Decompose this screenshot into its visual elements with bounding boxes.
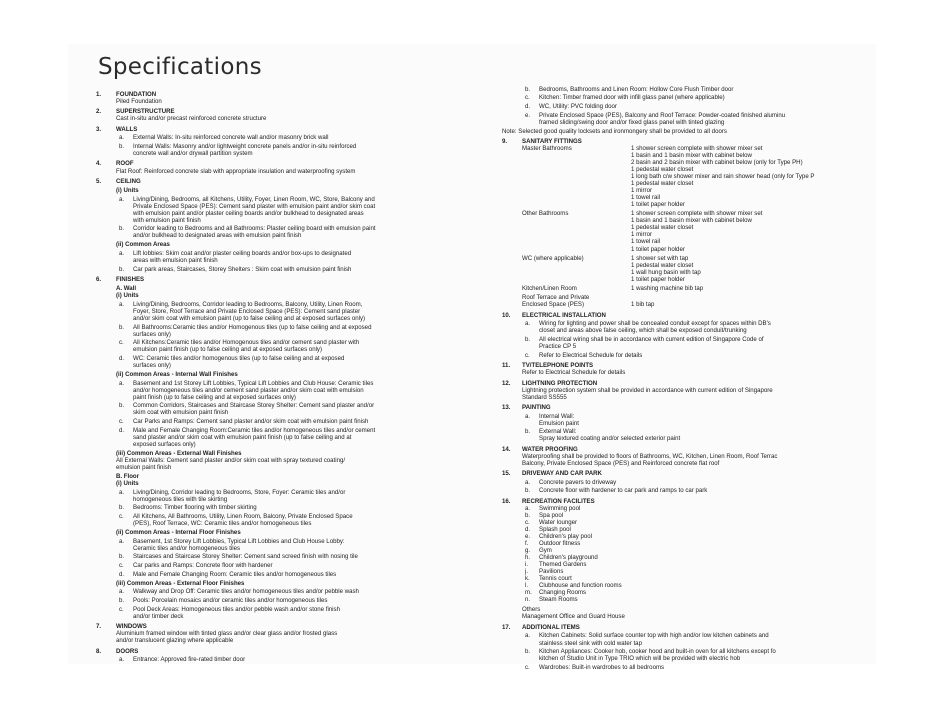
list-item: [522, 479, 874, 486]
spec-section: [502, 624, 874, 671]
item-letter: b.: [119, 402, 125, 410]
list-item: [522, 112, 874, 126]
section-number: 4.: [96, 160, 102, 168]
item-letter: d.: [119, 354, 125, 362]
list-item: [116, 513, 491, 527]
item-text: Private Enclosed Space (PES), Balcony and Roof Terrace: Powder-coated finished aluminu framed sliding/swing door and/or fixed glass panel with tinted glazing: [539, 111, 786, 126]
fitting-row: [522, 285, 874, 292]
item-letter: c.: [119, 339, 124, 347]
list-item: [116, 134, 491, 141]
left-column: [96, 91, 491, 663]
section-title: SUPERSTRUCTURE: [116, 108, 175, 116]
doors-continued: [502, 86, 874, 135]
facility-item: [522, 582, 874, 589]
list-item: [116, 571, 491, 578]
section-body: [116, 178, 491, 273]
section-body: [116, 623, 491, 644]
item-letter: a.: [525, 412, 531, 420]
facility-name: Gym: [539, 547, 552, 555]
section-number: 1.: [96, 91, 102, 98]
list-item: [116, 250, 491, 264]
section-body: [522, 498, 874, 621]
list-item: [116, 143, 491, 157]
subsection-heading: (ii) Common Areas: [116, 241, 170, 249]
facility-name: Pavilions: [539, 568, 564, 576]
item-text: All Bathrooms:Ceramic tiles and/or Homogenous tiles (up to false ceiling and at exposed surfaces only): [133, 323, 372, 338]
spec-section: [96, 276, 491, 620]
section-body: [116, 108, 491, 122]
item-text: All Kitchens, All Bathrooms, Utility, Linen Room, Balcony, Private Enclosed Space (PES), Roof Terrace, WC: Ceramic tiles and/or homogeneous tiles: [133, 513, 353, 528]
item-text: Male and Female Changing Room: Ceramic tiles and/or homogeneous tiles: [133, 570, 337, 578]
item-letter: a.: [119, 134, 125, 142]
section-number: 5.: [96, 177, 102, 185]
item-letter: b.: [119, 143, 125, 151]
item-text: Kitchen: Timber framed door with infill glass panel (where applicable): [539, 94, 725, 102]
list-item: [116, 427, 491, 448]
section-title: PAINTING: [522, 403, 551, 411]
facility-name: Water lounger: [539, 518, 578, 526]
section-body: [522, 362, 874, 376]
subsection-heading: (i) Units: [116, 186, 139, 194]
facility-item: [522, 512, 874, 519]
item-letter: a.: [119, 588, 125, 596]
subsection-heading: B. Floor (i) Units: [116, 473, 140, 488]
item-text: Corridor leading to Bedrooms and all Bathrooms: Plaster ceiling board with emulsion paint and/or bulkhead to designated areas with emulsion paint finish: [133, 225, 376, 240]
list-item: [522, 352, 874, 359]
item-letter: b.: [119, 553, 125, 561]
item-letter: b.: [119, 225, 125, 233]
spec-section: [502, 362, 874, 376]
facility-name: Changing Rooms: [539, 589, 587, 597]
section-body: [522, 380, 874, 401]
list-item: [116, 339, 491, 353]
section-title: DRIVEWAY AND CAR PARK: [522, 470, 602, 478]
item-letter: l.: [525, 582, 529, 590]
spec-section: [502, 404, 874, 442]
facility-item: [522, 540, 874, 547]
item-letter: a.: [525, 632, 531, 640]
list-item: [116, 562, 491, 569]
list-item: [116, 504, 491, 511]
item-letter: b.: [525, 336, 531, 344]
section-title: RECREATION FACILITES: [522, 497, 595, 505]
page-title: Specifications: [98, 54, 262, 80]
list-item: [116, 266, 491, 273]
item-text: Kitchen Cabinets: Solid surface counter top with high and/or low kitchen cabinets and stainless steel sink with cold water tap: [539, 632, 769, 647]
list-item: [522, 428, 874, 442]
others-label: Others: [522, 606, 541, 614]
list-item: [116, 402, 491, 416]
facility-name: Tennis court: [539, 575, 572, 583]
section-text: Lightning protection system shall be provided in accordance with current edition of Singapore Standard SS555: [522, 386, 773, 401]
item-letter: b.: [525, 85, 531, 93]
list-item: [522, 320, 874, 334]
list-item: [116, 606, 491, 620]
subsection-heading: A. Wall (i) Units: [116, 285, 139, 300]
item-letter: c.: [525, 518, 530, 526]
section-text: Cast in-situ and/or precast reinforced concrete structure: [116, 115, 267, 123]
item-letter: c.: [525, 351, 530, 359]
item-text: Living/Dining, Bedrooms, Corridor leading to Bedrooms, Balcony, Utility, Linen Room, Foyer, Store, Roof Terrace and Private Enclosed Space (PES): Cement sand plaster and/or skim coat with emulsion paint (up to false ceiling and at exposed surfaces only): [133, 300, 366, 322]
item-letter: d.: [525, 102, 531, 110]
spec-section: [96, 126, 491, 157]
item-letter: b.: [119, 323, 125, 331]
item-text: Bedrooms, Bathrooms and Linen Room: Hollow Core Flush Timber door: [539, 85, 734, 93]
section-number: 15.: [502, 470, 511, 478]
list-item: [116, 656, 491, 663]
facility-name: Outdoor fitness: [539, 540, 581, 548]
item-text: Living/Dining, Corridor leading to Bedrooms, Store, Foyer: Ceramic tiles and/or homogeneous tiles with tile skirting: [133, 488, 346, 503]
section-text: Piled Foundation: [116, 98, 162, 106]
item-letter: e.: [525, 111, 531, 119]
right-column: [502, 84, 874, 671]
item-letter: a.: [119, 300, 125, 308]
item-letter: d.: [525, 525, 531, 533]
section-body: [522, 470, 874, 494]
facility-name: Spa pool: [539, 511, 564, 519]
section-number: 17.: [502, 623, 511, 631]
list-item: [116, 553, 491, 560]
item-letter: a.: [119, 537, 125, 545]
item-text: Wardrobes: Built-in wardrobes to all bedrooms: [539, 663, 665, 671]
item-letter: a.: [525, 478, 531, 486]
item-text: Male and Female Changing Room:Ceramic tiles and/or homogeneous tiles and/or cement sand plaster and/or skim coat with emulsion paint finish (up to false ceiling and at exposed surfaces only): [133, 426, 376, 448]
list-item: [116, 225, 491, 239]
section-body: [116, 91, 491, 105]
facility-item: [522, 505, 874, 512]
others-value: Management Office and Guard House: [522, 613, 625, 621]
item-text: Staircases and Staircase Storey Shelter: Cement sand screed finish with nosing tile: [133, 553, 358, 561]
item-letter: a.: [119, 488, 125, 496]
item-text: Pool Deck Areas: Homogeneous tiles and/or pebble wash and/or stone finish and/or timber deck: [133, 605, 340, 620]
item-letter: k.: [525, 575, 530, 583]
section-body: [522, 446, 874, 467]
facility-item: [522, 575, 874, 582]
list-item: [116, 489, 491, 503]
section-title: CEILING: [116, 177, 141, 185]
item-text: All Kitchens:Ceramic tiles and/or Homogenous tiles and/or cement sand plaster with emulsion paint finish (up to false ceiling and at exposed surfaces only): [133, 339, 360, 354]
item-letter: b.: [525, 511, 531, 519]
section-title: TV/TELEPHONE POINTS: [522, 362, 594, 370]
list-item: [522, 487, 874, 494]
list-item: [116, 597, 491, 604]
section-title: ROOF: [116, 160, 134, 168]
list-item: [116, 418, 491, 425]
facility-item: [522, 526, 874, 533]
item-text: Kitchen Appliances: Cooker hob, cooker hood and built-in oven for all kitchens except fo kitchen of Studio Unit in Type TRIO which will be provided with electric hob: [539, 648, 776, 663]
section-title: ADDITIONAL ITEMS: [522, 623, 580, 631]
section-title: WINDOWS: [116, 623, 147, 631]
section-body: [522, 404, 874, 442]
section-body: [522, 312, 874, 359]
item-letter: c.: [119, 562, 124, 570]
facility-name: Themed Gardens: [539, 561, 587, 569]
item-letter: b.: [119, 504, 125, 512]
item-letter: b.: [525, 648, 531, 656]
fitting-room: Other Bathrooms: [522, 210, 569, 218]
item-letter: m.: [525, 589, 532, 597]
spec-section: [502, 138, 874, 309]
item-letter: i.: [525, 561, 529, 569]
item-text: Basement and 1st Storey Lift Lobbies, Typical Lift Lobbies and Club House: Ceramic tiles and/or homogeneous tiles and/or cement sand plaster and/or skim coat with emulsion paint finish (up to false ceiling and at exposed surfaces only): [133, 379, 374, 401]
fitting-row: [522, 294, 874, 308]
doors-note: Note: Selected good quality locksets and ironmongery shall be provided to all doors: [502, 128, 727, 135]
item-letter: h.: [525, 554, 531, 562]
item-text: WC: Ceramic tiles and/or homogenous tiles (up to false ceiling and at exposed surfaces only): [133, 354, 345, 369]
item-letter: b.: [525, 487, 531, 495]
section-text: Aluminium framed window with tinted glass and/or clear glass and/or frosted glass and/or translucent glazing where applicable: [116, 630, 338, 645]
section-title: DOORS: [116, 647, 139, 655]
facility-item: [522, 519, 874, 526]
spec-section: [502, 446, 874, 467]
section-number: 6.: [96, 276, 102, 284]
spec-section: [502, 312, 874, 359]
item-text: Living/Dining, Bedrooms, all Kitchens, Utility, Foyer, Linen Room, WC, Store, Balcony and Private Enclosed Space (PES): Cement sand plaster with emulsion paint and/or skim coat with emulsion paint and/or plaster ceiling boards and/or bulkhead to designated areas with emulsion paint finish: [133, 195, 376, 224]
list-item: [116, 355, 491, 369]
fitting-row: [522, 255, 874, 283]
list-item: [522, 86, 874, 93]
facility-name: Children's playground: [539, 554, 598, 562]
fitting-room: Roof Terrace and Private Enclosed Space (PES): [522, 294, 590, 309]
item-text: Concrete pavers to driveway: [539, 478, 617, 486]
item-letter: b.: [119, 597, 125, 605]
item-letter: a.: [525, 504, 531, 512]
section-title: FINISHES: [116, 276, 145, 284]
section-number: 2.: [96, 108, 102, 116]
list-item: [116, 588, 491, 595]
subsection-heading: (iii) Common Areas - External Wall Finishes: [116, 449, 242, 457]
item-text: Car park areas, Staircases, Storey Shelters : Skim coat with emulsion paint finish: [133, 265, 352, 273]
subsection-heading: (ii) Common Areas - Internal Wall Finishes: [116, 371, 238, 379]
subsection-text: All External Walls: Cement sand plaster and/or skim coat with spray textured coating/ emulsion paint finish: [116, 456, 346, 471]
section-title: ELECTRICAL INSTALLATION: [522, 311, 606, 319]
item-text: Car parks and Ramps: Concrete floor with hardener: [133, 562, 273, 570]
item-letter: c.: [525, 94, 530, 102]
section-body: [116, 276, 491, 620]
item-text: Basement, 1st Storey Lift Lobbies, Typical Lift Lobbies and Club House Lobby: Ceramic tiles and/or homogeneous tiles: [133, 537, 345, 552]
fitting-list: 1 washing machine bib tap: [631, 285, 704, 293]
item-text: Wiring for lighting and power shall be concealed conduit except for spaces within DB's closet and areas above false ceiling, which shall be exposed conduit/trunking: [539, 320, 771, 335]
section-text: Waterproofing shall be provided to floors of Bathrooms, WC, Kitchen, Linen Room, Roof Terrac Balcony, Private Enclosed Space (PES) and Reinforced concrete flat roof: [522, 452, 778, 467]
item-text: Lift lobbies: Skim coat and/or plaster ceiling boards and/or box-ups to designated areas with emulsion paint finish: [133, 250, 352, 265]
fitting-list: 1 bib tap: [631, 301, 655, 309]
item-letter: g.: [525, 547, 531, 555]
item-letter: a.: [119, 656, 125, 664]
spec-section: [96, 108, 491, 122]
section-title: WALLS: [116, 125, 138, 133]
item-text: Entrance: Approved fire-rated timber door: [133, 656, 246, 664]
section-text: Flat Roof: Reinforced concrete slab with appropriate insulation and waterproofing system: [116, 167, 356, 175]
section-number: 3.: [96, 125, 102, 133]
section-number: 16.: [502, 497, 511, 505]
item-letter: n.: [525, 596, 531, 604]
section-number: 7.: [96, 623, 102, 631]
list-item: [522, 103, 874, 110]
fitting-room: Kitchen/Linen Room: [522, 285, 577, 293]
section-number: 13.: [502, 403, 511, 411]
item-text: External Walls: In-situ reinforced concrete wall and/or masonry brick wall: [133, 134, 329, 142]
spec-section: [96, 623, 491, 644]
section-body: [116, 160, 491, 174]
spec-section: [502, 380, 874, 401]
list-item: [522, 336, 874, 350]
fitting-row: [522, 210, 874, 252]
list-item: [116, 380, 491, 401]
facility-item: [522, 568, 874, 575]
section-title: SANITARY FITTINGS: [522, 137, 582, 145]
facility-name: Splash pool: [539, 525, 571, 533]
item-letter: a.: [119, 379, 125, 387]
section-text: Refer to Electrical Schedule for details: [522, 369, 626, 377]
section-body: [522, 138, 874, 309]
item-letter: c.: [525, 663, 530, 671]
item-text: Internal Wall: Emulsion paint: [539, 412, 579, 427]
list-item: [522, 632, 874, 646]
section-body: [116, 126, 491, 157]
spec-section: [502, 470, 874, 494]
section-number: 12.: [502, 379, 511, 387]
item-letter: a.: [525, 320, 531, 328]
item-letter: d.: [119, 426, 125, 434]
item-text: Internal Walls: Masonry and/or lightweight concrete panels and/or in-situ reinforced concrete wall and/or drywall partition system: [133, 143, 357, 158]
section-number: 9.: [502, 137, 508, 145]
fitting-list: 1 shower screen complete with shower mixer set 1 basin and 1 basin mixer with cabinet below 1 pedestal water closet 1 mirror 1 towel rail 1 toilet paper holder: [631, 210, 763, 253]
section-number: 8.: [96, 647, 102, 655]
section-number: 14.: [502, 445, 511, 453]
item-text: Concrete floor with hardener to car park and ramps to car park: [539, 487, 708, 495]
spec-section: [96, 178, 491, 273]
list-item: [522, 94, 874, 101]
facility-item: [522, 533, 874, 540]
facility-name: Clubhouse and function rooms: [539, 582, 622, 590]
section-title: FOUNDATION: [116, 91, 157, 98]
list-item: [116, 324, 491, 338]
spec-section: [96, 91, 491, 105]
section-number: 11.: [502, 362, 511, 370]
fitting-room: WC (where applicable): [522, 254, 584, 262]
section-title: LIGHTNING PROTECTION: [522, 379, 598, 387]
fitting-room: Master Bathrooms: [522, 144, 572, 152]
spec-section: [502, 498, 874, 621]
fitting-row: [522, 145, 874, 208]
list-item: [522, 413, 874, 427]
facility-item: [522, 561, 874, 568]
item-letter: a.: [119, 195, 125, 203]
item-letter: c.: [119, 605, 124, 613]
item-text: All electrical wiring shall be in accordance with current edition of Singapore Code of Practice CP 5: [539, 336, 764, 351]
item-text: Common Corridors, Staircases and Staircase Storey Shelter: Cement sand plaster and/or skim coat with emulsion paint finish: [133, 402, 375, 417]
section-body: [116, 648, 491, 664]
spec-section: [96, 160, 491, 174]
item-letter: b.: [525, 428, 531, 436]
subsection-heading: (iii) Common Areas - External Floor Finishes: [116, 579, 245, 587]
list-item: [522, 664, 874, 671]
facility-item: [522, 547, 874, 554]
item-text: WC, Utility: PVC folding door: [539, 102, 617, 110]
spec-section: [96, 648, 491, 664]
fitting-list: 1 shower set with tap 1 pedestal water closet 1 wall hung basin with tap 1 toilet paper holder: [631, 254, 701, 283]
item-letter: c.: [119, 418, 124, 426]
item-text: Car Parks and Ramps: Cement sand plaster and/or skim coat with emulsion paint finish: [133, 418, 369, 426]
facility-name: Swimming pool: [539, 504, 581, 512]
subsection-heading: (ii) Common Areas - Internal Floor Finishes: [116, 529, 241, 537]
item-letter: j.: [525, 568, 529, 576]
facility-name: Steam Rooms: [539, 596, 578, 604]
item-letter: c.: [119, 513, 124, 521]
section-number: 10.: [502, 311, 511, 319]
item-text: Walkway and Drop Off: Ceramic tiles and/or homogeneous tiles and/or pebble wash: [133, 588, 359, 596]
item-letter: e.: [525, 532, 531, 540]
item-letter: d.: [119, 570, 125, 578]
item-text: Bedrooms: Timber flooring with timber skirting: [133, 504, 257, 512]
facility-name: Children's play pool: [539, 532, 592, 540]
list-item: [116, 538, 491, 552]
facility-item: [522, 589, 874, 596]
list-item: [522, 648, 874, 662]
item-letter: f.: [525, 540, 529, 548]
fitting-list: 1 shower screen complete with shower mixer set 1 basin and 1 basin mixer with cabinet below 2 basin and 2 basin mixer with cabinet below (only for Type PH) 1 pedestal water closet 1 long bath c/w shower mixer and rain shower head (only for Type P 1 pedestal water closet 1 mirror 1 towel rail 1 toilet paper holder: [631, 144, 815, 209]
item-text: External Wall: Spray textured coating and/or selected exterior paint: [539, 428, 681, 443]
list-item: [116, 301, 491, 322]
facility-item: [522, 554, 874, 561]
list-item: [116, 196, 491, 224]
item-letter: a.: [119, 250, 125, 258]
item-letter: b.: [119, 265, 125, 273]
facility-item: [522, 596, 874, 603]
section-title: WATER PROOFING: [522, 445, 578, 453]
item-text: Pools: Porcelain mosaics and/or ceramic tiles and/or homogeneous tiles: [133, 597, 328, 605]
item-text: Refer to Electrical Schedule for details: [539, 351, 643, 359]
section-body: [522, 624, 874, 671]
